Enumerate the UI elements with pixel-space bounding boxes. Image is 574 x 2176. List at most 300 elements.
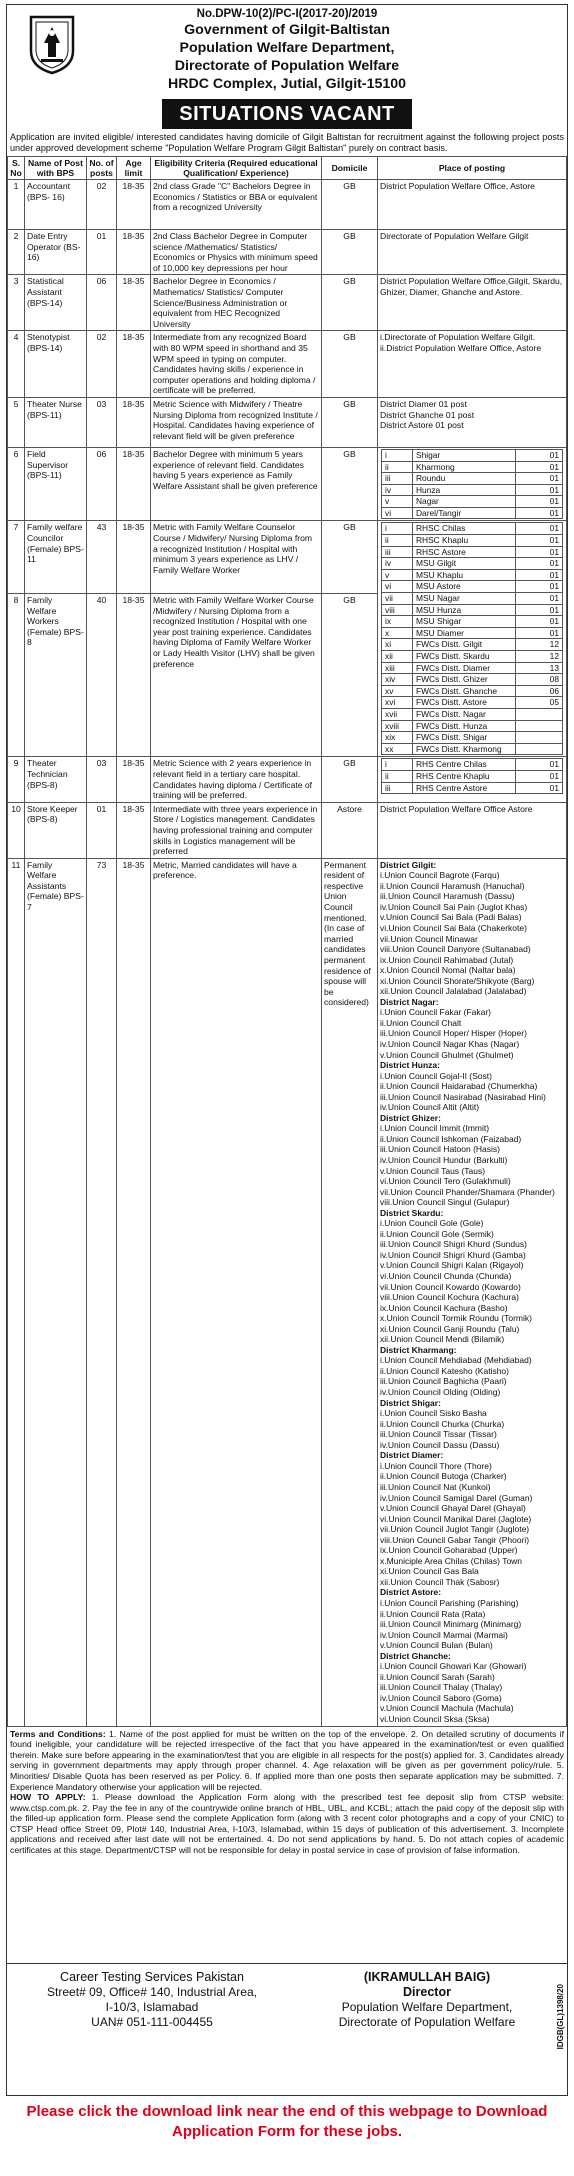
job-age: 18-35	[117, 447, 151, 521]
job-name: Accountant (BPS- 16)	[25, 180, 87, 230]
header-line-government: Government of Gilgit-Baltistan	[184, 22, 390, 38]
table-row	[8, 858, 567, 1726]
posting-row	[382, 473, 563, 485]
job-name: Statistical Assistant (BPS-14)	[25, 275, 87, 331]
posting-place: FWCs Distt. Diamer	[413, 662, 516, 674]
job-criteria: 2nd class Grade "C" Bachelors Degree in Economics / Statistics or BBA or equivalent from a recognized University	[151, 180, 322, 230]
table-row	[8, 275, 567, 331]
union-council-item: x.Union Council Nomal (Naltar bala)	[380, 965, 516, 976]
union-council-item: iii.Union Council Thalay (Thalay)	[380, 1682, 503, 1693]
job-place: District Population Welfare Office Astore	[378, 802, 567, 858]
posting-count: 01	[516, 496, 563, 508]
union-council-item: v.Union Council Ghayal Darel (Ghayal)	[380, 1503, 526, 1514]
union-council-item: viii.Union Council Singul (Gulapur)	[380, 1197, 510, 1208]
posting-row	[382, 674, 563, 686]
posting-row	[382, 685, 563, 697]
union-council-item: i.Union Council Thore (Thore)	[380, 1460, 492, 1471]
posting-index: xviii	[382, 720, 413, 732]
union-council-item: vi.Union Council Chunda (Chunda)	[380, 1271, 512, 1282]
union-council-item: v.Union Council Machula (Machula)	[380, 1703, 514, 1714]
job-place	[378, 521, 567, 757]
union-council-item: vii.Union Council Minawar	[380, 933, 478, 944]
posting-place: FWCs Distt. Hunza	[413, 720, 516, 732]
job-name: Family Welfare Assistants (Female) BPS-7	[25, 858, 87, 1726]
job-name: Theater Technician (BPS-8)	[25, 757, 87, 802]
posting-index: i	[382, 759, 413, 771]
job-place	[378, 757, 567, 802]
terms-label: Terms and Conditions:	[10, 1728, 106, 1739]
job-sno: 3	[8, 275, 25, 331]
union-council-item: iv.Union Council Sai Pain (Juglot Khas)	[380, 901, 528, 912]
union-council-item: ii.Union Council Katesho (Katisho)	[380, 1365, 509, 1376]
district-heading: District Kharmang:	[380, 1344, 457, 1355]
posting-place: MSU Shigar	[413, 616, 516, 628]
footer	[7, 1963, 567, 2050]
posting-count: 01	[516, 484, 563, 496]
table-row	[8, 230, 567, 275]
union-council-item: v.Union Council Bulan (Bulan)	[380, 1640, 493, 1651]
posting-place: FWCs Distt. Kharmong	[413, 743, 516, 755]
job-domicile: Permanent resident of respective Union Council mentioned. (In case of married candidates permanent residence of spouse will be considered)	[322, 858, 378, 1726]
job-domicile: GB	[322, 397, 378, 447]
posting-place: RHSC Astore	[413, 546, 516, 558]
director-name: (IKRAMULLAH BAIG)	[363, 1969, 491, 1984]
union-council-item: vi.Union Council Sai Bala (Chakerkote)	[380, 922, 527, 933]
posting-count: 01	[516, 593, 563, 605]
posting-index: v	[382, 496, 413, 508]
posting-index: xx	[382, 743, 413, 755]
job-posts: 02	[87, 180, 117, 230]
posting-row	[382, 484, 563, 496]
terms-text: 1. Name of the post applied for must be written on the top of the envelope. 2. On detailed scrutiny of documents if found ineligible, your candidature will be rejected irrespective of the fact that you have appeared in the examination/test or even qualified therein. Make sure before appearing in the examination/test that you are eligible in all respects for the post(s) applied for. 3. Candidates already serving in government departments may apply through proper channel. 4. Age relaxation will be given as per government policy/rule. 5. Minorities/ Disable Quota has been reserved as per Policy. 6. If applied more than one posts then separate application may be submitted. 7. Experience Mandatory otherwise your application will be rejected.	[10, 1728, 564, 1792]
union-council-item: x.Union Council Tormik Roundu (Tormik)	[380, 1313, 532, 1324]
posting-place: Roundu	[413, 473, 516, 485]
page-title: SITUATIONS VACANT	[162, 99, 412, 129]
posting-index: ix	[382, 616, 413, 628]
posting-place: FWCs Distt. Shigar	[413, 732, 516, 744]
posting-count: 01	[516, 473, 563, 485]
posting-place: FWCs Distt. Astore	[413, 697, 516, 709]
posting-row	[382, 743, 563, 755]
posting-count: 05	[516, 697, 563, 709]
union-council-item: vi.Union Council Sksa (Sksa)	[380, 1713, 490, 1724]
union-council-item: iii.Union Council Minimarg (Minimarg)	[380, 1619, 522, 1630]
union-council-item: v.Union Council Taus (Taus)	[380, 1165, 486, 1176]
job-criteria: Intermediate with three years experience in Store / Logistics management. Candidates having professional training and computer skills in Logistics management will be preferred	[151, 802, 322, 858]
posting-index: ii	[382, 461, 413, 473]
table-row	[8, 757, 567, 802]
posting-count: 01	[516, 759, 563, 771]
job-domicile: GB	[322, 594, 378, 757]
how-to-apply-label: HOW TO APPLY:	[10, 1792, 86, 1803]
job-name: Store Keeper (BPS-8)	[25, 802, 87, 858]
col-sno: S. No	[8, 157, 25, 180]
union-council-item: iv.Union Council Dassu (Dassu)	[380, 1439, 500, 1450]
posting-count: 12	[516, 651, 563, 663]
posting-list-table	[381, 449, 563, 520]
job-domicile: GB	[322, 447, 378, 521]
posting-count: 01	[516, 449, 563, 461]
union-council-item: iii.Union Council Hatoon (Hasis)	[380, 1144, 500, 1155]
union-council-item: iv.Union Council Altit (Altit)	[380, 1102, 480, 1113]
job-sno: 2	[8, 230, 25, 275]
posting-count: 01	[516, 627, 563, 639]
posting-row	[382, 569, 563, 581]
job-age: 18-35	[117, 230, 151, 275]
union-council-item: i.Union Council Gole (Gole)	[380, 1218, 484, 1229]
union-council-item: iv.Union Council Saboro (Goma)	[380, 1692, 502, 1703]
union-council-item: ix.Union Council Rahimabad (Jutal)	[380, 954, 514, 965]
job-place	[378, 447, 567, 521]
posting-row	[382, 593, 563, 605]
job-criteria: Bachelor Degree with minimum 5 years experience of relevant field. Candidates having 5 years experience as Family Welfare Assistant shall be given preference	[151, 447, 322, 521]
posting-row	[382, 782, 563, 794]
col-age: Age limit	[117, 157, 151, 180]
union-council-item: i.Union Council Parishing (Parishing)	[380, 1597, 519, 1608]
union-council-item: vii.Union Council Phander/Shamara (Phander)	[380, 1186, 555, 1197]
table-row	[8, 802, 567, 858]
posting-row	[382, 627, 563, 639]
job-name: Family Welfare Workers (Female) BPS-8	[25, 594, 87, 757]
posting-index: xiv	[382, 674, 413, 686]
posting-place: FWCs Distt. Nagar	[413, 708, 516, 720]
posting-place: MSU Hunza	[413, 604, 516, 616]
posting-row	[382, 461, 563, 473]
job-place: District Population Welfare Office, Astore	[378, 180, 567, 230]
job-posts: 06	[87, 275, 117, 331]
job-name: Theater Nurse (BPS-11)	[25, 397, 87, 447]
union-council-item: iv.Union Council Samigal Darel (Guman)	[380, 1492, 533, 1503]
col-domicile: Domicile	[322, 157, 378, 180]
job-age: 18-35	[117, 180, 151, 230]
posting-count: 01	[516, 558, 563, 570]
district-heading: District Ghanche:	[380, 1650, 451, 1661]
posting-index: xii	[382, 651, 413, 663]
intro-text: Application are invited eligible/ interested candidates having domicile of Gilgit Baltistan for recruitment against the following project posts under approved development scheme "Population Welfare Program Gilgit Baltistan" purely on contract basis.	[10, 132, 564, 153]
posting-count: 01	[516, 535, 563, 547]
job-age: 18-35	[117, 397, 151, 447]
job-domicile: GB	[322, 331, 378, 398]
union-council-item: i.Union Council Ghowari Kar (Ghowari)	[380, 1661, 527, 1672]
posting-count: 08	[516, 674, 563, 686]
posting-row	[382, 697, 563, 709]
posting-count: 01	[516, 770, 563, 782]
testing-service-name: Career Testing Services Pakistan	[60, 1969, 244, 1984]
union-council-item: iii.Union Council Nat (Kunkoi)	[380, 1481, 491, 1492]
posting-row	[382, 449, 563, 461]
posting-index: vii	[382, 593, 413, 605]
posting-index: v	[382, 569, 413, 581]
posting-place: FWCs Distt. Gilgit	[413, 639, 516, 651]
posting-row	[382, 581, 563, 593]
posting-count: 01	[516, 782, 563, 794]
posting-place: MSU Khaplu	[413, 569, 516, 581]
union-council-item: ix.Union Council Kachura (Basho)	[380, 1302, 508, 1313]
union-council-item: viii.Union Council Danyore (Sultanabad)	[380, 944, 531, 955]
job-criteria: Metric Science with Midwifery / Theatre Nursing Diploma from recognized Institute / Hospital. Candidates having experience of relevant field will be given preference	[151, 397, 322, 447]
job-posts: 01	[87, 802, 117, 858]
job-domicile: GB	[322, 180, 378, 230]
job-domicile: GB	[322, 757, 378, 802]
testing-service-address	[37, 1970, 267, 2030]
union-council-item: v.Union Council Ghulmet (Ghulmet)	[380, 1049, 514, 1060]
table-header-row	[8, 157, 567, 180]
table-row	[8, 397, 567, 447]
posting-index: vi	[382, 507, 413, 519]
union-council-item: ii.Union Council Churka (Churka)	[380, 1418, 505, 1429]
posting-count: 13	[516, 662, 563, 674]
union-council-item: iii.Union Council Shigri Khurd (Sundus)	[380, 1239, 527, 1250]
posting-row	[382, 616, 563, 628]
union-council-item: i.Union Council Fakar (Fakar)	[380, 1007, 492, 1018]
union-council-item: iv.Union Council Hundur (Barkulti)	[380, 1155, 508, 1165]
district-heading: District Astore:	[380, 1587, 442, 1598]
job-sno: 11	[8, 858, 25, 1726]
union-council-item: vii.Union Council Juglot Tangir (Juglote)	[380, 1524, 530, 1535]
union-council-item: viii.Union Council Gabar Tangir (Phoori)	[380, 1534, 530, 1545]
job-posts: 73	[87, 858, 117, 1726]
director-title: Director	[403, 1984, 451, 1999]
government-emblem-icon	[27, 13, 77, 75]
job-sno: 1	[8, 180, 25, 230]
job-place: District Diamer 01 post District Ghanche 01 post District Astore 01 post	[378, 397, 567, 447]
header	[7, 5, 567, 97]
posting-index: xiii	[382, 662, 413, 674]
union-council-item: ii.Union Council Rata (Rata)	[380, 1608, 486, 1619]
union-council-item: ii.Union Council Haramush (Hanuchal)	[380, 880, 525, 891]
testing-service-street: Street# 09, Office# 140, Industrial Area,	[47, 1984, 257, 1999]
union-council-item: viii.Union Council Kochura (Kachura)	[380, 1292, 519, 1303]
posting-count: 01	[516, 616, 563, 628]
union-council-item: xii.Union Council Mendi (Bilamik)	[380, 1334, 505, 1345]
posting-count: 01	[516, 604, 563, 616]
posting-row	[382, 639, 563, 651]
job-domicile: GB	[322, 521, 378, 594]
posting-row	[382, 651, 563, 663]
job-sno: 8	[8, 594, 25, 757]
posting-row	[382, 759, 563, 771]
job-place: District Population Welfare Office,Gilgit, Skardu, Ghizer, Diamer, Ghanche and Astore.	[378, 275, 567, 331]
posting-list-table	[381, 522, 563, 755]
union-council-item: iii.Union Council Hoper/ Hisper (Hoper)	[380, 1028, 527, 1039]
union-council-item: i.Union Council Mehdiabad (Mehdiabad)	[380, 1355, 532, 1366]
posting-row	[382, 770, 563, 782]
posting-place: MSU Gilgit	[413, 558, 516, 570]
job-sno: 5	[8, 397, 25, 447]
posting-index: xv	[382, 685, 413, 697]
union-council-item: ii.Union Council Chalt	[380, 1017, 462, 1028]
posting-index: iv	[382, 558, 413, 570]
terms-section	[7, 1727, 567, 1963]
job-criteria: Metric Science with 2 years experience in relevant field in a tertiary care hospital. Candidates having diploma / Certificate of training will be preferred.	[151, 757, 322, 802]
col-posts: No. of posts	[87, 157, 117, 180]
testing-service-city: I-10/3, Islamabad	[105, 1999, 199, 2014]
union-council-item: v.Union Council Sai Bala (Padi Balas)	[380, 912, 522, 923]
union-council-item: iv.Union Council Nagar Khas (Nagar)	[380, 1038, 520, 1049]
union-council-item: ii.Union Council Sarah (Sarah)	[380, 1671, 495, 1682]
union-council-item: x.Municiple Area Chilas (Chilas) Town	[380, 1555, 523, 1566]
director-department: Population Welfare Department,	[341, 1999, 513, 2014]
posting-index: ii	[382, 535, 413, 547]
posting-index: i	[382, 523, 413, 535]
posting-place: MSU Astore	[413, 581, 516, 593]
union-council-item: iii.Union Council Baghicha (Paari)	[380, 1376, 507, 1387]
job-age: 18-35	[117, 757, 151, 802]
job-age: 18-35	[117, 858, 151, 1726]
union-council-item: iv.Union Council Marmai (Marmai)	[380, 1629, 508, 1640]
posting-row	[382, 708, 563, 720]
posting-index: vi	[382, 581, 413, 593]
advertisement	[6, 4, 568, 2096]
director-directorate: Directorate of Population Welfare	[338, 2014, 516, 2029]
posting-place: FWCs Distt. Skardu	[413, 651, 516, 663]
posting-count	[516, 720, 563, 732]
union-council-item: i.Union Council Sisko Basha	[380, 1408, 487, 1419]
table-row	[8, 180, 567, 230]
job-domicile: GB	[322, 230, 378, 275]
union-council-item: ii.Union Council Haidarabad (Chumerkha)	[380, 1081, 538, 1092]
posting-place: Nagar	[413, 496, 516, 508]
posting-row	[382, 546, 563, 558]
job-place: Directorate of Population Welfare Gilgit	[378, 230, 567, 275]
job-sno: 10	[8, 802, 25, 858]
posting-count	[516, 708, 563, 720]
union-council-item: ii.Union Council Gole (Sermik)	[380, 1228, 494, 1239]
testing-service-phone: UAN# 051-111-004455	[91, 2014, 213, 2029]
posting-place: Shigar	[413, 449, 516, 461]
job-place-union-councils	[378, 858, 567, 1726]
job-age: 18-35	[117, 521, 151, 594]
posting-index: iii	[382, 782, 413, 794]
job-criteria: Bachelor Degree in Economics / Mathematics/ Statistics/ Computer Science/Business Administration or equivalent from HEC Recognized University	[151, 275, 322, 331]
header-line-address: HRDC Complex, Jutial, Gilgit-15100	[167, 76, 407, 92]
header-line-department: Population Welfare Department,	[179, 40, 395, 56]
district-heading: District Ghizer:	[380, 1112, 441, 1123]
posting-count: 01	[516, 507, 563, 519]
col-place: Place of posting	[378, 157, 567, 180]
posting-index: i	[382, 449, 413, 461]
posting-index: xi	[382, 639, 413, 651]
job-name: Family welfare Councilor (Female) BPS-11	[25, 521, 87, 594]
posting-place: RHS Centre Chilas	[413, 759, 516, 771]
posting-place: MSU Diamer	[413, 627, 516, 639]
job-place: i.Directorate of Population Welfare Gilgit. ii.District Population Welfare Office, Astore	[378, 331, 567, 398]
union-council-item: i.Union Council Bagrote (Farqu)	[380, 870, 500, 881]
job-sno: 4	[8, 331, 25, 398]
union-council-item: iii.Union Council Haramush (Dassu)	[380, 891, 515, 902]
jobs-table	[7, 156, 567, 1727]
union-council-item: v.Union Council Shigri Kalan (Rigayol)	[380, 1260, 524, 1271]
posting-place: Darel/Tangir	[413, 507, 516, 519]
district-heading: District Diamer:	[380, 1450, 444, 1461]
posting-place: RHSC Chilas	[413, 523, 516, 535]
union-council-item: xii.Union Council Jalalabad (Jalalabad)	[380, 986, 527, 997]
posting-row	[382, 535, 563, 547]
job-age: 18-35	[117, 802, 151, 858]
union-council-item: xii.Union Council Thak (Sabosr)	[380, 1576, 500, 1587]
district-heading: District Skardu:	[380, 1207, 444, 1218]
district-heading: District Gilgit:	[380, 859, 437, 870]
job-posts: 43	[87, 521, 117, 594]
job-name: Stenotypist (BPS-14)	[25, 331, 87, 398]
union-council-item: ix.Union Council Goharabad (Upper)	[380, 1545, 518, 1556]
posting-place: Hunza	[413, 484, 516, 496]
posting-count: 01	[516, 581, 563, 593]
job-criteria: Intermediate from any recognized Board with 80 WPM speed in shorthand and 35 WPM speed in typing on computer. Candidates having skills / experience in computer operations and holding diploma / certificate will be preferred.	[151, 331, 322, 398]
posting-place: RHS Centre Astore	[413, 782, 516, 794]
posting-count: 01	[516, 523, 563, 535]
job-name: Date Entry Operator (BS-16)	[25, 230, 87, 275]
posting-index: xvi	[382, 697, 413, 709]
posting-place: Kharmong	[413, 461, 516, 473]
union-council-item: ii.Union Council Butoga (Charker)	[380, 1471, 507, 1482]
job-name: Field Supervisor (BPS-11)	[25, 447, 87, 521]
posting-index: iv	[382, 484, 413, 496]
job-posts: 40	[87, 594, 117, 757]
union-council-item: iv.Union Council Olding (Olding)	[380, 1387, 501, 1398]
posting-count: 12	[516, 639, 563, 651]
union-council-item: vi.Union Council Manikal Darel (Jaglote)	[380, 1513, 532, 1524]
union-council-item: iv.Union Council Shigri Khurd (Gamba)	[380, 1249, 526, 1260]
job-criteria: Metric, Married candidates will have a preference.	[151, 858, 322, 1726]
union-council-item: xi.Union Council Gas Bala	[380, 1566, 479, 1577]
posting-list-table	[381, 758, 563, 794]
posting-count: 06	[516, 685, 563, 697]
union-council-item: vii.Union Council Kowardo (Kowardo)	[380, 1281, 521, 1292]
posting-count	[516, 743, 563, 755]
posting-index: viii	[382, 604, 413, 616]
reference-number: No.DPW-10(2)/PC-I(2017-20)/2019	[196, 8, 378, 20]
union-council-item: ii.Union Council Ishkoman (Faizabad)	[380, 1133, 522, 1144]
job-posts: 03	[87, 397, 117, 447]
vertical-reference: IDGB(GL)1398/20	[556, 1983, 565, 2049]
union-council-item: xi.Union Council Ganji Roundu (Talu)	[380, 1323, 520, 1334]
posting-row	[382, 604, 563, 616]
col-criteria: Eligibility Criteria (Required educational Qualification/ Experience)	[151, 157, 322, 180]
table-row	[8, 331, 567, 398]
table-row	[8, 521, 567, 594]
job-domicile: Astore	[322, 802, 378, 858]
posting-index: ii	[382, 770, 413, 782]
posting-index: xvii	[382, 708, 413, 720]
posting-row	[382, 507, 563, 519]
job-posts: 06	[87, 447, 117, 521]
posting-row	[382, 496, 563, 508]
union-council-item: xi.Union Council Shorate/Shikyote (Barg)	[380, 975, 535, 986]
district-heading: District Shigar:	[380, 1397, 441, 1408]
posting-count: 01	[516, 569, 563, 581]
union-council-item: vi.Union Council Tero (Gulakhmuli)	[380, 1176, 511, 1187]
posting-row	[382, 720, 563, 732]
posting-place: RHS Centre Khaplu	[413, 770, 516, 782]
col-name: Name of Post with BPS	[25, 157, 87, 180]
job-sno: 7	[8, 521, 25, 594]
download-note[interactable]: Please click the download link near the end of this webpage to Download Application Form for these jobs.	[26, 2103, 548, 2140]
union-council-item: iii.Union Council Nasirabad (Nasirabad Hini)	[380, 1091, 546, 1102]
job-criteria: Metric with Family Welfare Counselor Course / Midwifery/ Nursing Diploma from a recognized Institution / Hospital with minimum 3 years experience as LHV / Family Welfare Worker	[151, 521, 322, 594]
job-criteria: 2nd Class Bachelor Degree in Computer science /Mathematics/ Statistics/ Economics or Physics with minimum speed of 10,000 key depressions per hour	[151, 230, 322, 275]
posting-index: iii	[382, 546, 413, 558]
posting-place: MSU Nagar	[413, 593, 516, 605]
posting-place: FWCs Distt. Ghanche	[413, 685, 516, 697]
director-signature-block	[307, 1970, 547, 2030]
posting-count: 01	[516, 461, 563, 473]
posting-index: x	[382, 627, 413, 639]
posting-row	[382, 662, 563, 674]
table-row	[8, 447, 567, 521]
posting-index: iii	[382, 473, 413, 485]
job-age: 18-35	[117, 594, 151, 757]
